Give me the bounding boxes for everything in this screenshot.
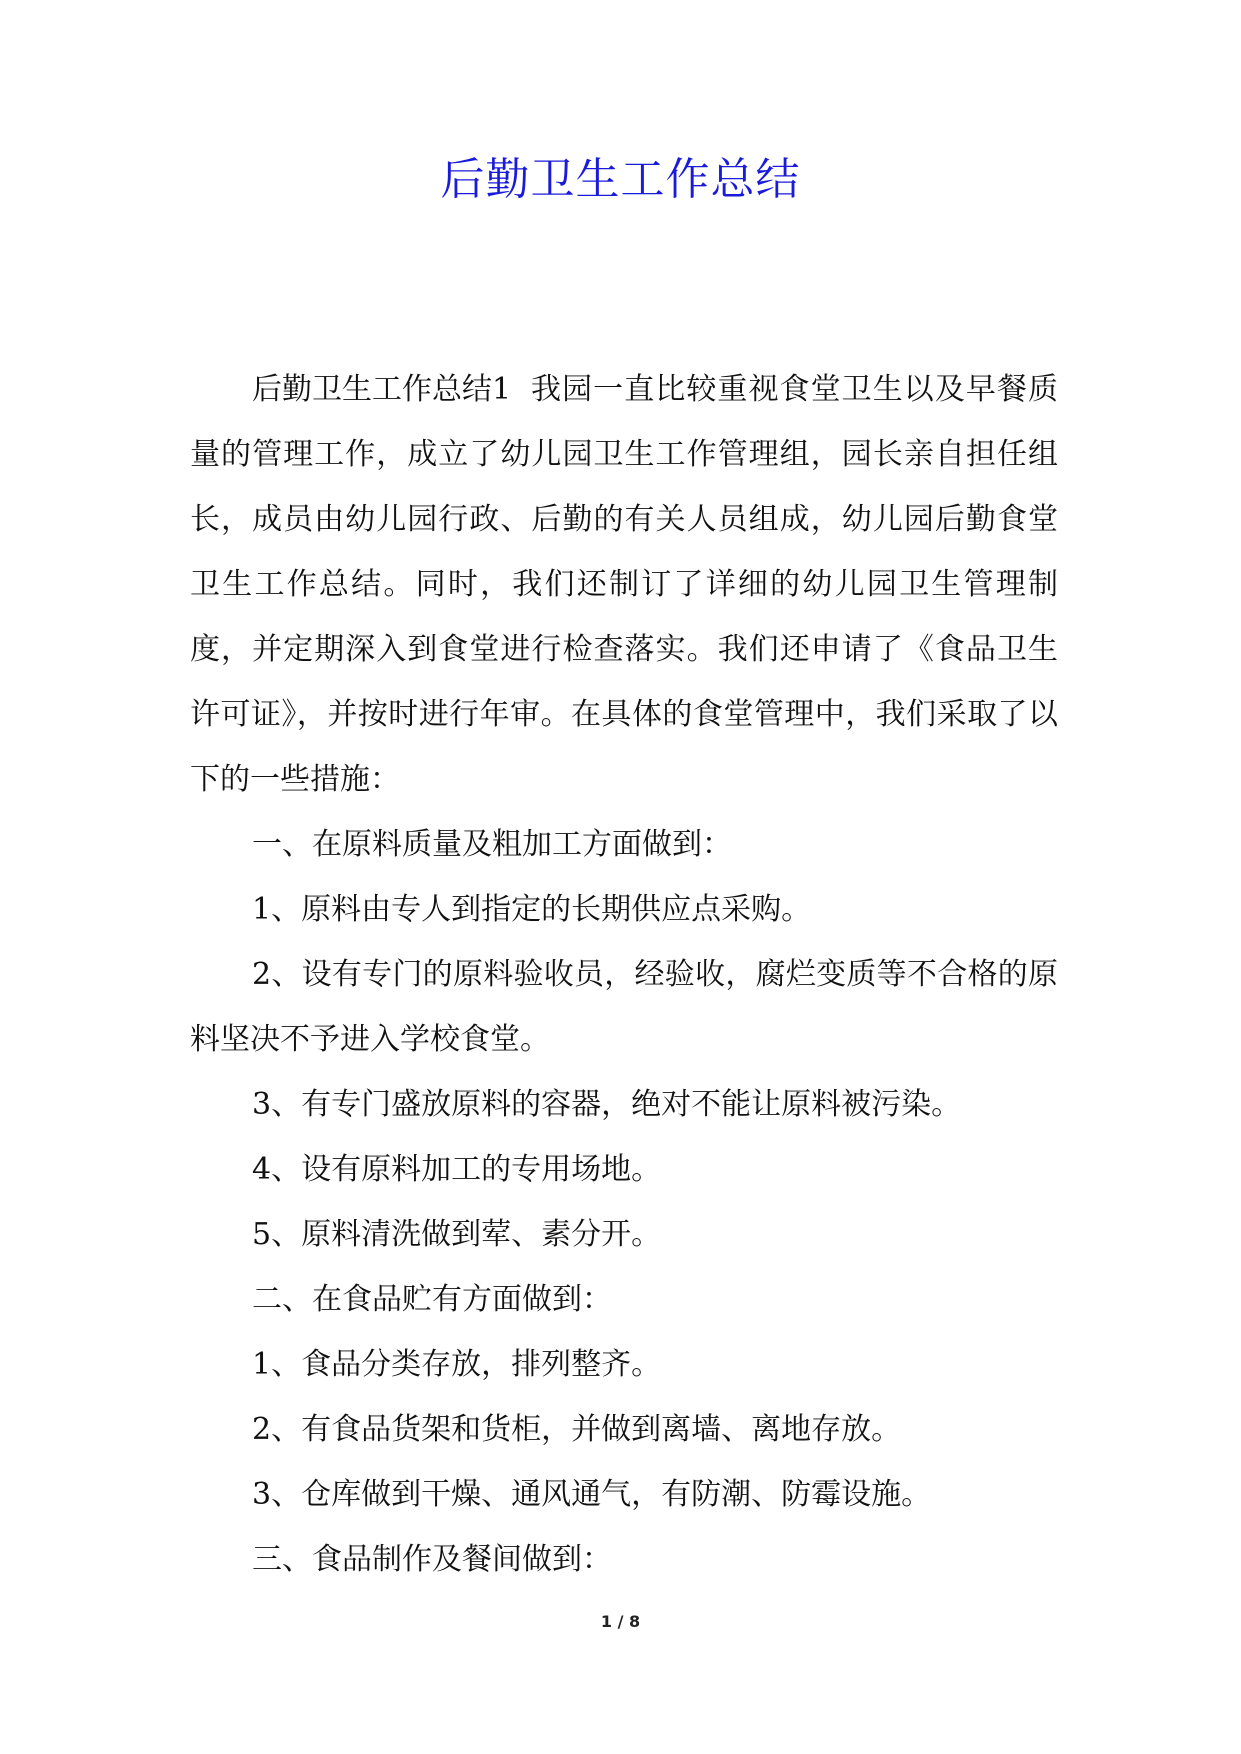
section-heading-1: 一、在原料质量及粗加工方面做到： [252, 827, 732, 862]
list-item: 2、设有专门的原料验收员，经验收，腐烂变质等不合格的原料坚决不予进入学校食堂。 [190, 957, 1058, 1057]
list-item: 1、原料由专人到指定的长期供应点采购。 [252, 892, 812, 927]
intro-text: 我园一直比较重视食堂卫生以及早餐质量的管理工作，成立了幼儿园卫生工作管理组，园长亲自担任组长，成员由幼儿园行政、后勤的有关人员组成，幼儿园后勤食堂卫生工作总结。同时，我们还制订了详细的幼儿园卫生管理制度，并定期深入到食堂进行检查落实。我们还申请了《食品卫生许可证》，并按时进行年审。在具体的食堂管理中，我们采取了以下的一些措施： [190, 372, 1058, 797]
list-item: 2、有食品货架和货柜，并做到离墙、离地存放。 [252, 1412, 902, 1447]
list-item: 3、有专门盛放原料的容器，绝对不能让原料被污染。 [252, 1087, 962, 1122]
list-item: 1、食品分类存放，排列整齐。 [252, 1347, 662, 1382]
page-number: 1 / 8 [600, 1612, 641, 1631]
document-title: 后勤卫生工作总结 [440, 154, 801, 205]
intro-paragraph [190, 357, 1058, 812]
intro-heading: 后勤卫生工作总结1 [252, 372, 512, 407]
list-item: 3、仓库做到干燥、通风通气，有防潮、防霉设施。 [252, 1477, 932, 1512]
section-heading-3: 三、食品制作及餐间做到： [252, 1542, 612, 1577]
document-body [190, 357, 1058, 1592]
list-item: 4、设有原料加工的专用场地。 [252, 1152, 662, 1187]
list-item: 5、原料清洗做到荤、素分开。 [252, 1217, 662, 1252]
section-heading-2: 二、在食品贮有方面做到： [252, 1282, 612, 1317]
